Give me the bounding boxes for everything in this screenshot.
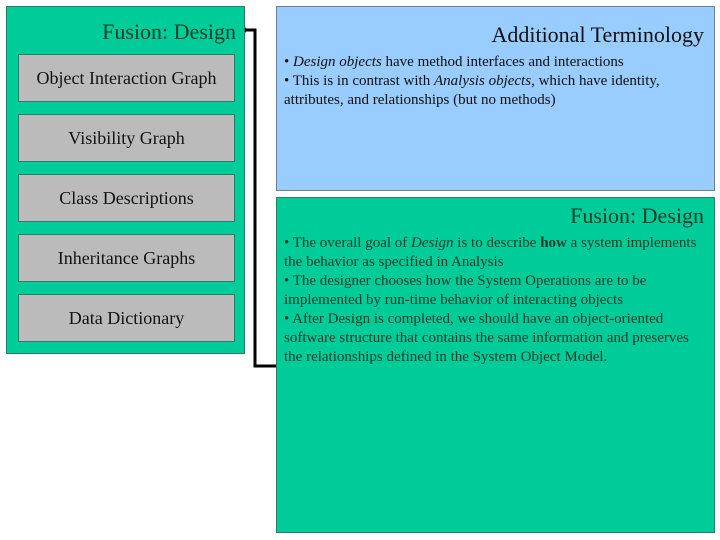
overview-title: Fusion: Design [102,19,236,44]
additional-terminology-panel [276,6,715,191]
terminology-body [284,53,702,110]
box-class-descriptions: Class Descriptions [18,174,235,222]
design-title: Fusion: Design [570,203,704,228]
design-bullet-1: • The overall goal of Design is to describe how a system implements the behavior as specified in Analysis [284,235,697,270]
fusion-design-overview-panel [6,6,245,354]
box-inheritance-graphs: Inheritance Graphs [18,234,235,282]
terminology-bullet-2: • This is in contrast with Analysis objects, which have identity, attributes, and relationships (but no methods) [284,73,660,108]
terminology-title: Additional Terminology [491,22,704,47]
design-body [284,234,702,367]
box-object-interaction-graph: Object Interaction Graph [18,54,235,102]
box-data-dictionary: Data Dictionary [18,294,235,342]
design-bullet-2: • The designer chooses how the System Operations are to be implemented by run-time behavior of interacting objects [284,273,647,308]
fusion-design-detail-panel [276,197,715,533]
terminology-bullet-1: • Design objects have method interfaces and interactions [284,54,624,70]
box-visibility-graph: Visibility Graph [18,114,235,162]
design-bullet-3: • After Design is completed, we should have an object-oriented software structure that contains the same information and preserves the relationships defined in the System Object Model. [284,311,689,365]
